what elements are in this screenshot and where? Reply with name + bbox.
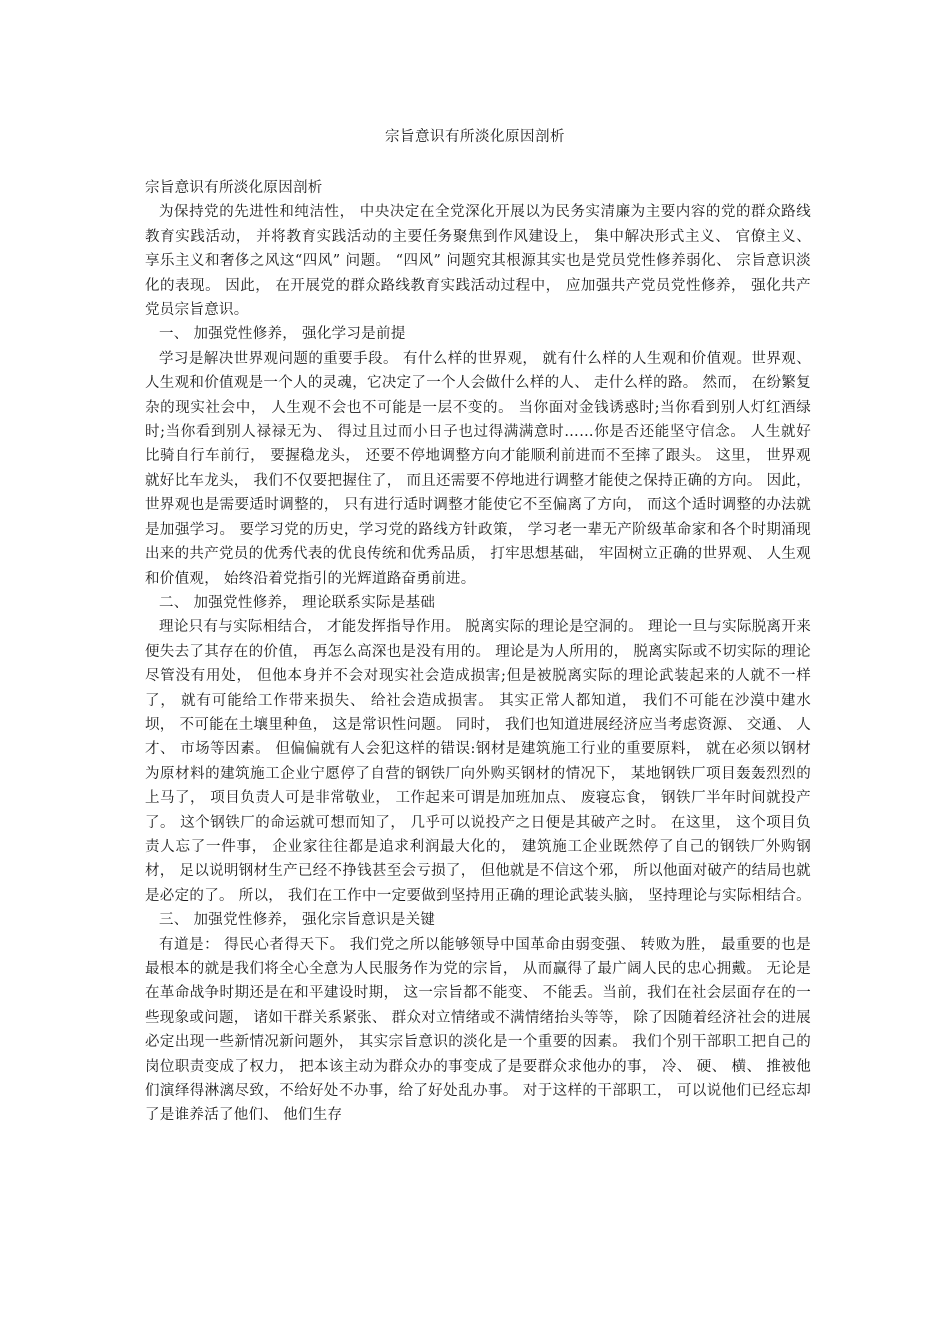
section-2-heading: 二、 加强党性修养， 理论联系实际是基础 <box>159 594 436 611</box>
document-subtitle: 宗旨意识有所淡化原因剖析 <box>145 180 323 196</box>
document-body <box>145 176 811 1128</box>
document-title: 宗旨意识有所淡化原因剖析 <box>385 129 565 145</box>
section-1-heading: 一、 加强党性修养， 强化学习是前提 <box>159 326 406 343</box>
section-1-paragraph: 学习是解决世界观问题的重要手段。 有什么样的世界观， 就有什么样的人生观和价值观。世界观、 人生观和价值观是一个人的灵魂，它决定了一个人会做什么样的人、 走什么样的路。 然而， 在纷繁复杂的现实社会中， 人生观不会也不可能是一层不变的。 当你面对金钱诱惑时;当你看到别人灯红酒绿时;当你看到别人禄禄无为、 得过且过而小日子也过得满满意时……你是否还能坚守信念。 人生就好比骑自行车前行， 要握稳龙头， 还要不停地调整方向才能顺利前进而不至摔了跟头。 这里， 世界观就好比车龙头， 我们不仅要把握住了， 而且还需要不停地进行调整才能使之保持正确的方向。 因此， 世界观也是需要适时调整的， 只有进行适时调整才能使它不至偏离了方向， 而这个适时调整的办法就是加强学习。 要学习党的历史，学习党的路线方针政策， 学习老一辈无产阶级革命家和各个时期涌现出来的共产党员的优秀代表的优良传统和优秀品质， 打牢思想基础， 牢固树立正确的世界观、 人生观和价值观， 始终沿着党指引的光辉道路奋勇前进。 <box>145 350 811 587</box>
section-3-heading: 三、 加强党性修养， 强化宗旨意识是关键 <box>159 912 436 929</box>
section-3-paragraph: 有道是： 得民心者得天下。 我们党之所以能够领导中国革命由弱变强、 转败为胜， 最重要的也是最根本的就是我们将全心全意为人民服务作为党的宗旨， 从而赢得了最广阔人民的忠心拥戴。 无论是在革命战争时期还是在和平建设时期， 这一宗旨都不能变、 不能丢。当前，我们在社会层面存在的一些现象或问题， 诸如干群关系紧张、 群众对立情绪或不满情绪抬头等等， 除了因随着经济社会的进展必定出现一些新情况新问题外， 其实宗旨意识的淡化是一个重要的因素。 我们个别干部职工把自己的岗位职责变成了权力， 把本该主动为群众办的事变成了是要群众求他办的事， 冷、 硬、 横、 推被他们演绎得淋漓尽致，不给好处不办事，给了好处乱办事。 对于这样的干部职工， 可以说他们已经忘却了是谁养活了他们、 他们生存 <box>145 936 811 1124</box>
intro-paragraph: 为保持党的先进性和纯洁性， 中央决定在全党深化开展以为民务实清廉为主要内容的党的群众路线教育实践活动， 并将教育实践活动的主要任务聚焦到作风建设上， 集中解决形式主义、 官僚主义、 享乐主义和奢侈之风这“四风” 问题。 “四风” 问题究其根源其实也是党员党性修养弱化、 宗旨意识淡化的表现。 因此， 在开展党的群众路线教育实践活动过程中， 应加强共产党员党性修养， 强化共产党员宗旨意识。 <box>145 204 811 319</box>
section-2-paragraph: 理论只有与实际相结合， 才能发挥指导作用。 脱离实际的理论是空洞的。 理论一旦与实际脱离开来便失去了其存在的价值， 再怎么高深也是没有用的。 理论是为人所用的， 脱离实际或不切实际的理论尽管没有用处， 但他本身并不会对现实社会造成损害;但是被脱离实际的理论武装起来的人就不一样了， 就有可能给工作带来损失、 给社会造成损害。 其实正常人都知道， 我们不可能在沙漠中建水坝， 不可能在土壤里种鱼， 这是常识性问题。 同时， 我们也知道进展经济应当考虑资源、 交通、 人才、 市场等因素。 但偏偏就有人会犯这样的错误:钢材是建筑施工行业的重要原料， 就在必须以钢材为原材料的建筑施工企业宁愿停了自营的钢铁厂向外购买钢材的情况下， 某地钢铁厂项目轰轰烈烈的上马了， 项目负责人可是非常敬业， 工作起来可谓是加班加点、 废寝忘食， 钢铁厂半年时间就投产了。 这个钢铁厂的命运就可想而知了， 几乎可以说投产之日便是其破产之时。 在这里， 这个项目负责人忘了一件事， 企业家往往都是追求利润最大化的， 建筑施工企业既然停了自己的钢铁厂外购钢材， 足以说明钢材生产已经不挣钱甚至会亏损了， 但他就是不信这个邪， 所以他面对破产的结局也就是必定的了。 所以， 我们在工作中一定要做到坚持用正确的理论武装头脑， 坚持理论与实际相结合。 <box>145 619 811 904</box>
